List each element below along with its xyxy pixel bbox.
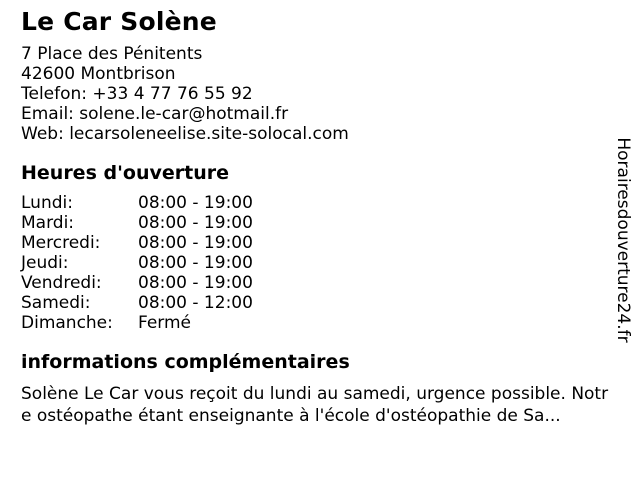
hours-row-tuesday bbox=[21, 213, 640, 233]
day-label: Lundi: bbox=[21, 193, 73, 213]
day-hours: 08:00 - 12:00 bbox=[138, 293, 253, 313]
day-label: Dimanche: bbox=[21, 313, 113, 333]
day-label: Jeudi: bbox=[21, 253, 69, 273]
info-text-line: Solène Le Car vous reçoit du lundi au samedi, urgence possible. Notr bbox=[21, 384, 609, 404]
email-line: Email: solene.le-car@hotmail.fr bbox=[21, 104, 289, 124]
contact-block bbox=[21, 44, 640, 144]
day-hours: 08:00 - 19:00 bbox=[138, 273, 253, 293]
day-hours: 08:00 - 19:00 bbox=[138, 193, 253, 213]
phone-line: Telefon: +33 4 77 76 55 92 bbox=[21, 84, 253, 104]
address-line-street: 7 Place des Pénitents bbox=[21, 44, 203, 64]
additional-info-text bbox=[21, 383, 621, 427]
day-label: Vendredi: bbox=[21, 273, 102, 293]
additional-info-heading: informations complémentaires bbox=[21, 351, 350, 373]
hours-row-saturday bbox=[21, 293, 640, 313]
business-name: Le Car Solène bbox=[21, 7, 217, 36]
address-line-city: 42600 Montbrison bbox=[21, 64, 176, 84]
day-label: Mardi: bbox=[21, 213, 75, 233]
hours-row-monday bbox=[21, 193, 640, 213]
day-hours-closed: Fermé bbox=[138, 313, 192, 333]
hours-row-friday bbox=[21, 273, 640, 293]
info-text-line: e ostéopathe étant enseignante à l'école d'ostéopathie de Sa... bbox=[21, 406, 561, 426]
hours-table bbox=[21, 193, 640, 333]
hours-row-wednesday bbox=[21, 233, 640, 253]
day-hours: 08:00 - 19:00 bbox=[138, 253, 253, 273]
website-line: Web: lecarsoleneelise.site-solocal.com bbox=[21, 124, 349, 144]
hours-row-thursday bbox=[21, 253, 640, 273]
day-label: Samedi: bbox=[21, 293, 91, 313]
hours-row-sunday bbox=[21, 313, 640, 333]
hours-heading: Heures d'ouverture bbox=[21, 162, 229, 184]
day-hours: 08:00 - 19:00 bbox=[138, 233, 253, 253]
site-watermark-vertical: Horairesdouverture24.fr bbox=[613, 137, 633, 343]
day-label: Mercredi: bbox=[21, 233, 101, 253]
day-hours: 08:00 - 19:00 bbox=[138, 213, 253, 233]
